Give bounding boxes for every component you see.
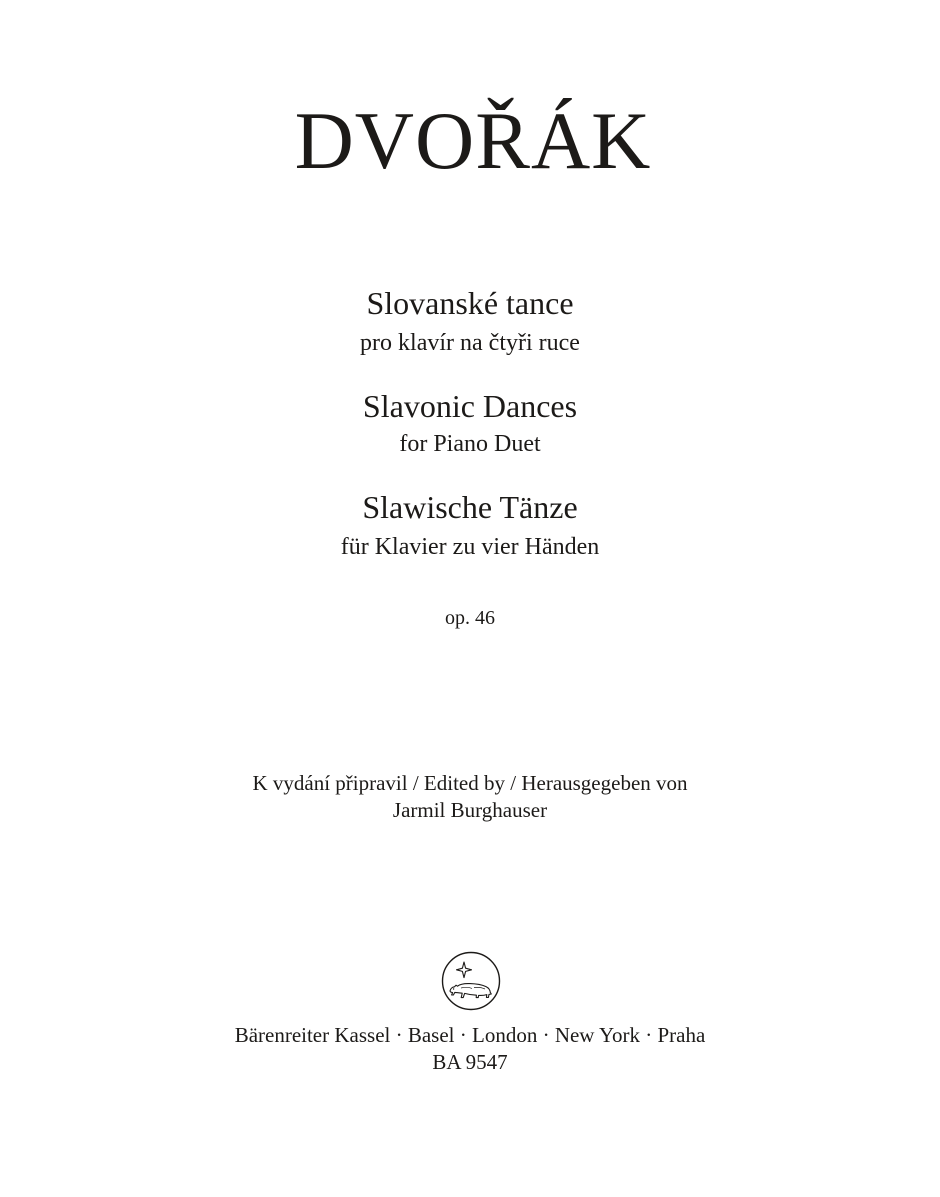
title-german: Slawische Tänze (362, 489, 578, 525)
title-english: Slavonic Dances (362, 388, 578, 424)
publisher-locations: Bärenreiter Kassel · Basel · London · New York · Praha (234, 1023, 706, 1047)
composer-name: DVOŘÁK (294, 95, 652, 186)
opus-number: op. 46 (445, 607, 495, 629)
editor-name: Jarmil Burghauser (392, 798, 548, 822)
title-czech: Slovanské tance (366, 285, 574, 321)
editor-label: K vydání připravil / Edited by / Herausgegeben von (252, 771, 688, 795)
catalog-number: BA 9547 (432, 1050, 508, 1074)
subtitle-english: for Piano Duet (399, 431, 541, 457)
subtitle-czech: pro klavír na čtyři ruce (360, 330, 580, 356)
subtitle-german: für Klavier zu vier Händen (340, 534, 600, 560)
baerenreiter-bear-star-logo-icon (441, 951, 501, 1011)
